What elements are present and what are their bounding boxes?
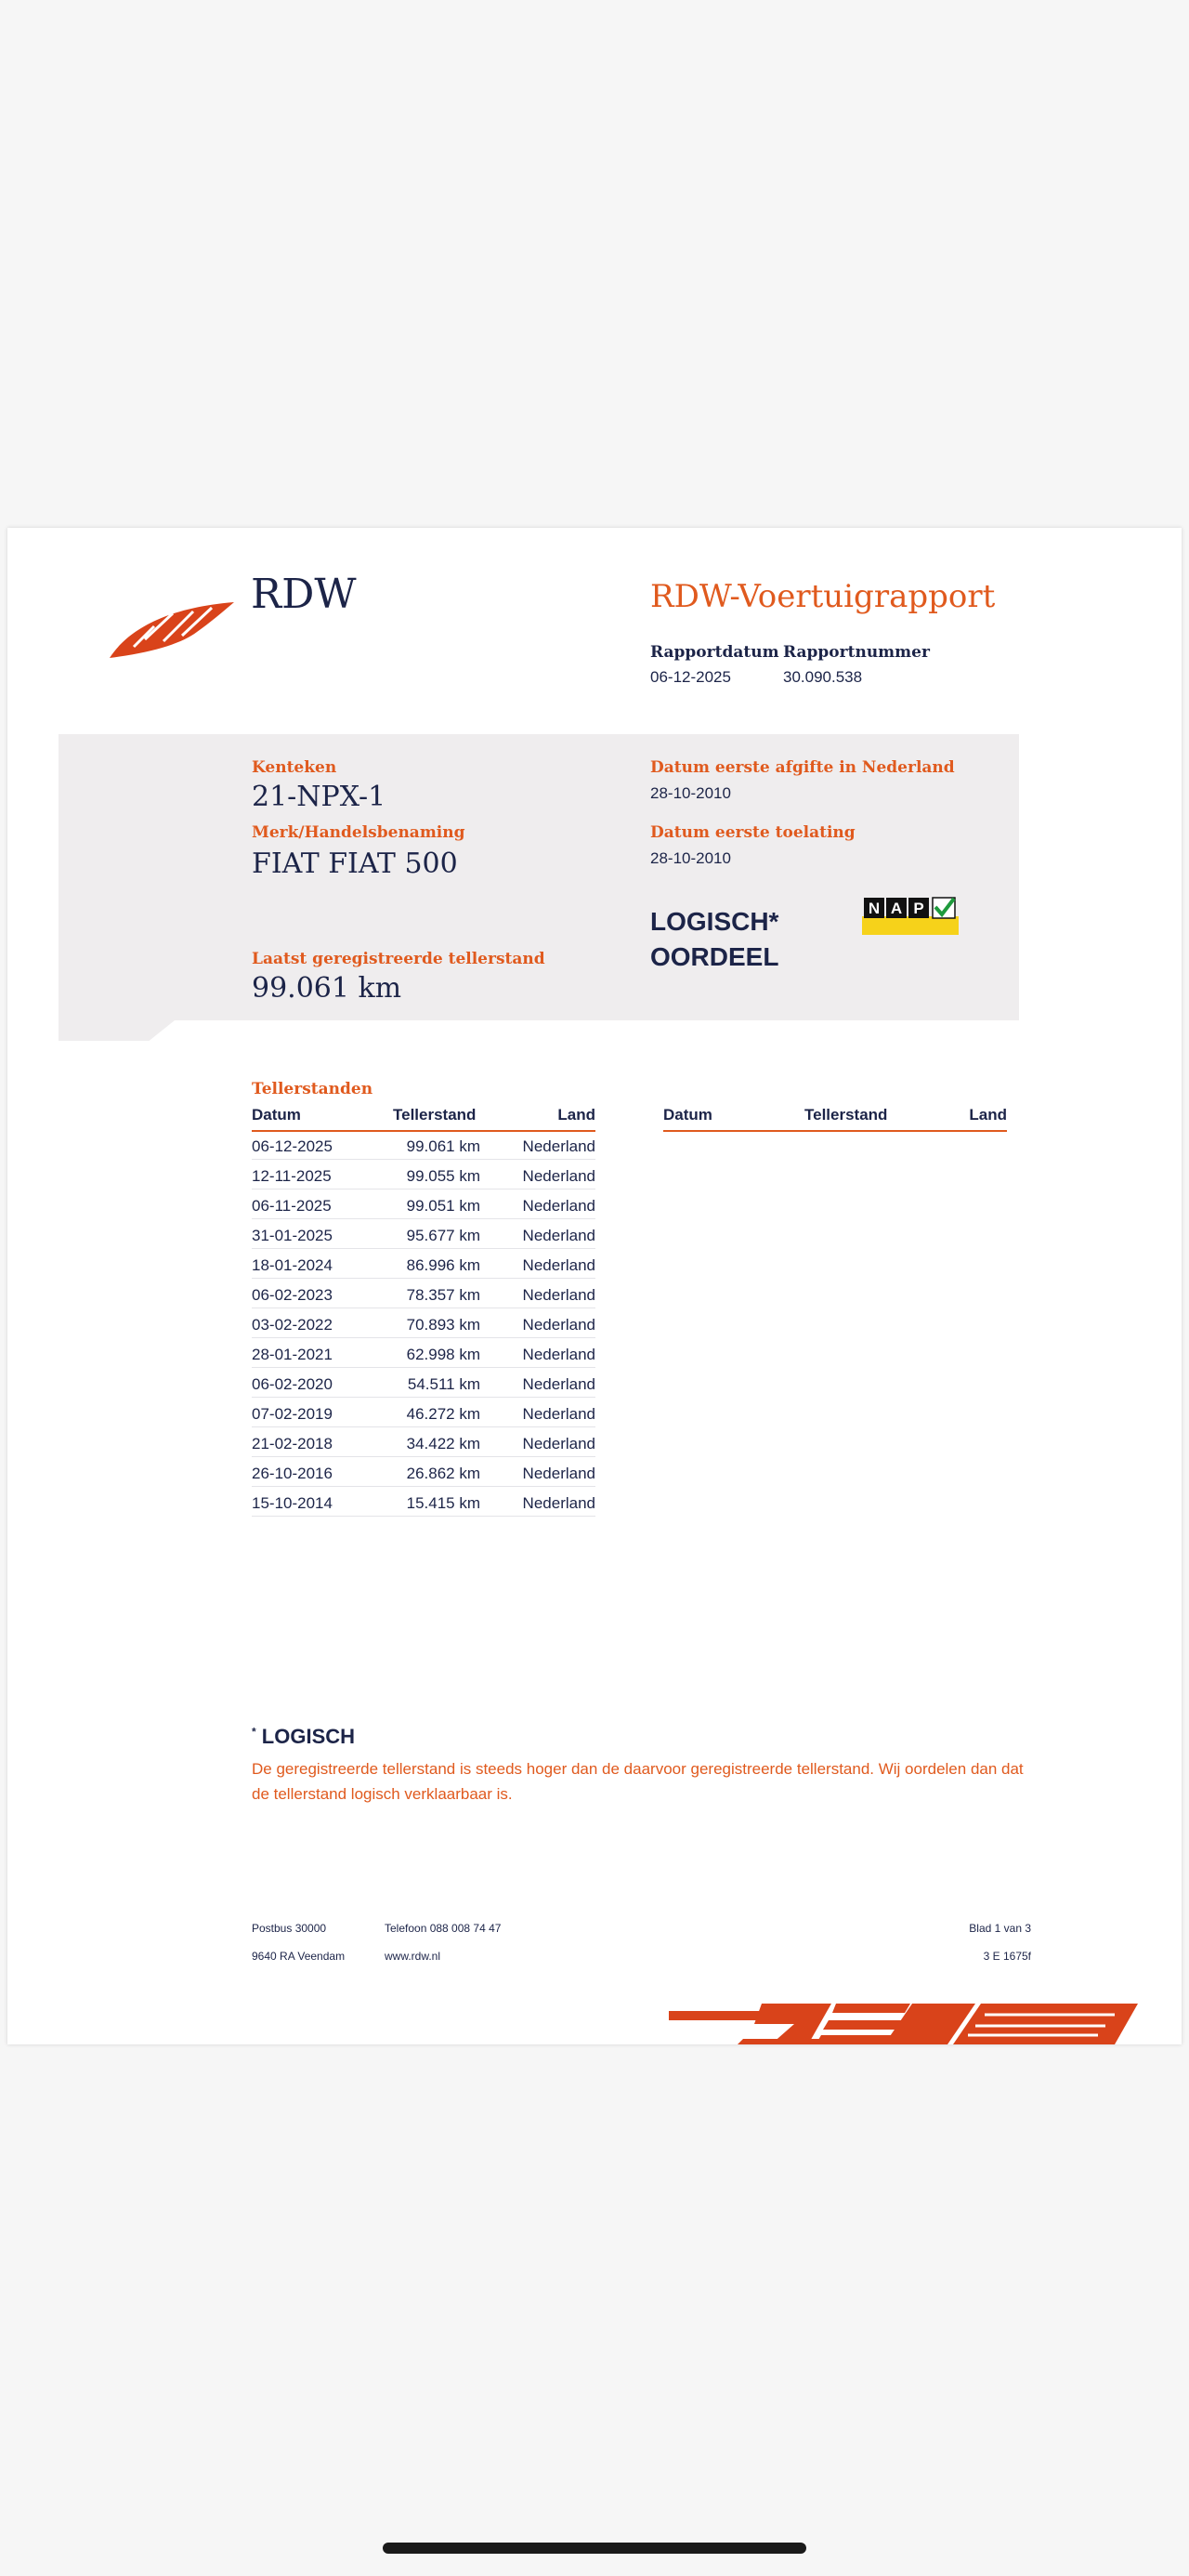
table-row (252, 1308, 595, 1338)
nap-letter-p: P (913, 900, 924, 917)
table-row (252, 1160, 595, 1189)
nap-letter-n: N (868, 900, 881, 917)
footnote-marker: * (252, 1725, 256, 1739)
row-country: Nederland (522, 1494, 595, 1512)
report-date-label: Rapportdatum (650, 643, 779, 662)
row-odometer: 15.415 km (406, 1494, 480, 1512)
table-row (252, 1427, 595, 1457)
first-admission-label: Datum eerste toelating (650, 823, 856, 842)
table-row (252, 1338, 595, 1368)
row-country: Nederland (522, 1227, 595, 1244)
report-title: RDW-Voertuigrapport (650, 578, 996, 615)
row-date: 06-11-2025 (252, 1197, 332, 1215)
row-country: Nederland (522, 1256, 595, 1274)
first-issue-label: Datum eerste afgifte in Nederland (650, 758, 955, 777)
row-country: Nederland (522, 1197, 595, 1215)
footer-web-link[interactable]: www.rdw.nl (385, 1950, 441, 1963)
row-date: 03-02-2022 (252, 1316, 333, 1334)
nap-letter-a: A (890, 900, 903, 917)
row-odometer: 70.893 km (406, 1316, 480, 1334)
footer-code: 3 E 1675f (983, 1950, 1031, 1963)
row-odometer: 86.996 km (406, 1256, 480, 1274)
row-country: Nederland (522, 1405, 595, 1423)
rdw-wing-logo-icon (108, 595, 238, 660)
nap-check-badge-icon (862, 896, 959, 935)
verdict-line2: OORDEEL (650, 942, 779, 971)
footer-city: 9640 RA Veendam (252, 1950, 346, 1963)
plate-label: Kenteken (252, 758, 337, 777)
table-row (252, 1189, 595, 1219)
row-odometer: 46.272 km (406, 1405, 480, 1423)
row-date: 28-01-2021 (252, 1346, 333, 1363)
row-country: Nederland (522, 1286, 595, 1304)
report-page (7, 528, 1182, 2044)
row-odometer: 26.862 km (406, 1465, 480, 1482)
vehicle-panel-tail (59, 1020, 175, 1041)
row-date: 21-02-2018 (252, 1435, 333, 1452)
readings-table-body (252, 1130, 595, 1517)
table-row (252, 1279, 595, 1308)
odometer-value: 99.061 km (252, 972, 402, 1005)
col-odometer-header-right: Tellerstand (804, 1106, 888, 1124)
col-date-header-right: Datum (663, 1106, 712, 1124)
report-number: 30.090.538 (783, 668, 863, 686)
row-odometer: 99.061 km (406, 1137, 480, 1155)
table-row (252, 1398, 595, 1427)
footnote-text: De geregistreerde tellerstand is steeds hoger dan de daarvoor geregistreerde tellerstand. Wij oordelen dan dat de tellerstand logisch verklaarbaar is. (252, 1760, 1024, 1803)
table-row (252, 1368, 595, 1398)
row-date: 26-10-2016 (252, 1465, 333, 1482)
row-date: 15-10-2014 (252, 1494, 333, 1512)
plate-value: 21-NPX-1 (252, 781, 386, 813)
footer-page-number: Blad 1 van 3 (969, 1922, 1031, 1935)
row-odometer: 54.511 km (407, 1375, 480, 1393)
vehicle-panel (59, 734, 1019, 1020)
report-date: 06-12-2025 (650, 668, 731, 686)
row-date: 18-01-2024 (252, 1256, 333, 1274)
col-country-header: Land (557, 1106, 595, 1124)
row-odometer: 62.998 km (406, 1346, 480, 1363)
footnote-title-text: LOGISCH (261, 1725, 356, 1748)
footnote-title (252, 1725, 355, 1749)
odometer-label: Laatst geregistreerde tellerstand (252, 950, 545, 968)
row-date: 06-02-2023 (252, 1286, 333, 1304)
row-date: 07-02-2019 (252, 1405, 333, 1423)
col-country-header-right: Land (969, 1106, 1007, 1124)
readings-title: Tellerstanden (252, 1080, 373, 1098)
row-date: 31-01-2025 (252, 1227, 333, 1244)
table-row (252, 1130, 595, 1160)
row-odometer: 95.677 km (406, 1227, 480, 1244)
rdw-stripes-decoration-icon (669, 2002, 1138, 2044)
report-number-label: Rapportnummer (783, 643, 930, 662)
brand-name: RDW (251, 571, 357, 618)
home-indicator[interactable] (383, 2543, 806, 2554)
first-issue-value: 28-10-2010 (650, 784, 731, 802)
col-odometer-header: Tellerstand (393, 1106, 477, 1124)
row-country: Nederland (522, 1137, 595, 1155)
row-country: Nederland (522, 1167, 595, 1185)
row-odometer: 34.422 km (406, 1435, 480, 1452)
verdict-line1: LOGISCH* (650, 907, 779, 936)
row-odometer: 78.357 km (406, 1286, 480, 1304)
row-date: 06-02-2020 (252, 1375, 333, 1393)
make-value: FIAT FIAT 500 (252, 848, 458, 880)
row-country: Nederland (522, 1375, 595, 1393)
row-date: 06-12-2025 (252, 1137, 333, 1155)
make-label: Merk/Handelsbenaming (252, 823, 465, 842)
row-odometer: 99.055 km (406, 1167, 480, 1185)
first-admission-value: 28-10-2010 (650, 849, 731, 867)
table-row (252, 1219, 595, 1249)
row-date: 12-11-2025 (252, 1167, 332, 1185)
row-country: Nederland (522, 1435, 595, 1452)
footer-postbus: Postbus 30000 (252, 1922, 327, 1935)
table-row (252, 1487, 595, 1517)
row-country: Nederland (522, 1346, 595, 1363)
row-country: Nederland (522, 1316, 595, 1334)
table-row (252, 1249, 595, 1279)
row-odometer: 99.051 km (406, 1197, 480, 1215)
readings-table-header-left (252, 1106, 595, 1132)
col-date-header: Datum (252, 1106, 301, 1124)
table-row (252, 1457, 595, 1487)
readings-table-header-right (663, 1106, 1007, 1132)
row-country: Nederland (522, 1465, 595, 1482)
footer-phone: Telefoon 088 008 74 47 (385, 1922, 502, 1935)
